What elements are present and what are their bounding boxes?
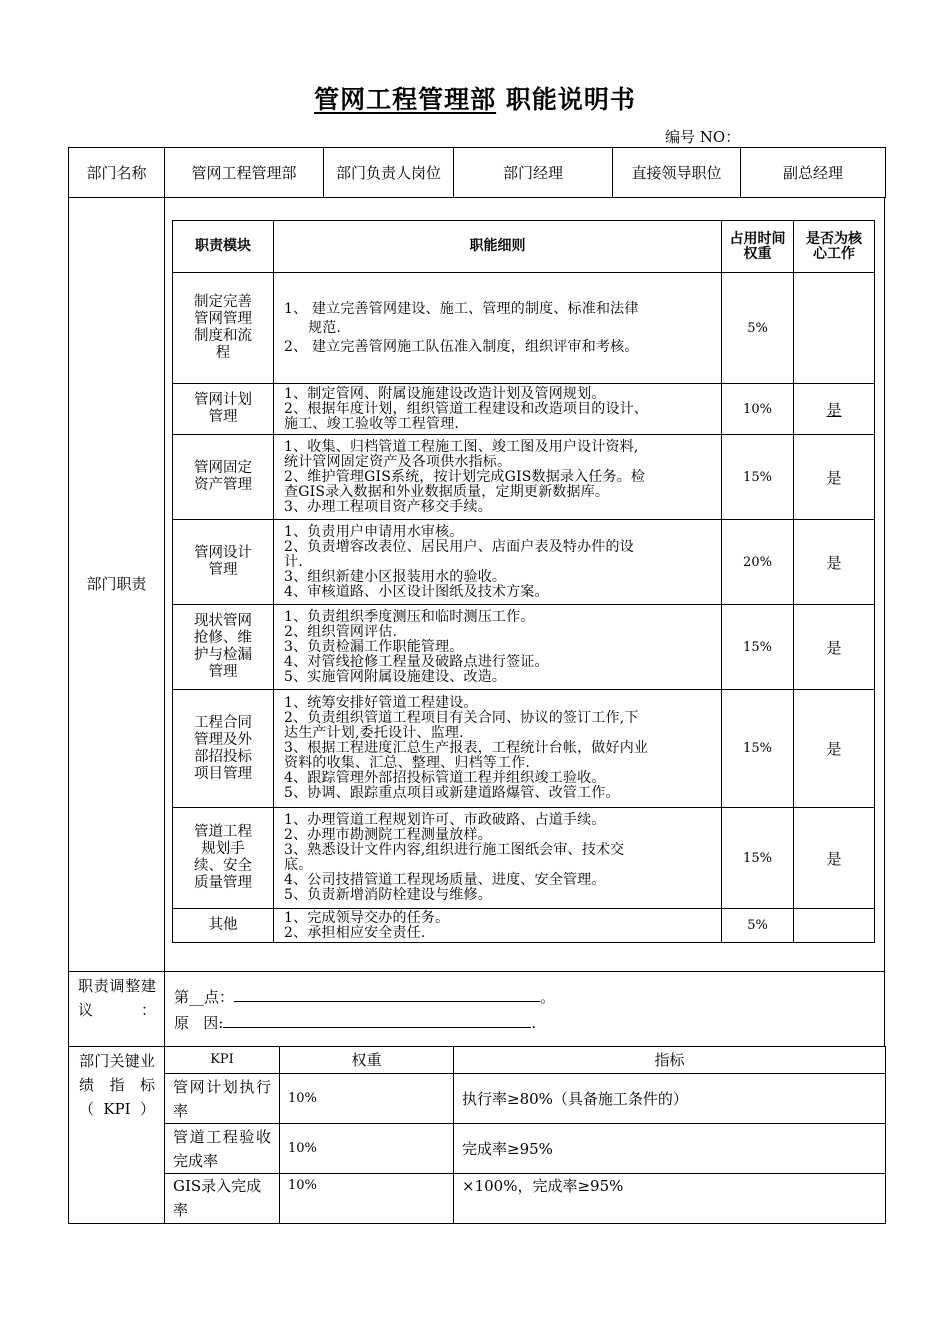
kpi-name-cell: [165, 1174, 280, 1224]
kpi-weight: 10%: [280, 1074, 454, 1124]
detail-line: 1、收集、归档管道工程施工图、竣工图及用户设计资料,: [284, 438, 639, 455]
duty-module: 现状管网抢修、维护与检漏管理: [173, 605, 274, 690]
dept-name-label: 部门名称: [69, 148, 165, 198]
detail-line: 5、负责新增消防栓建设与维修。: [284, 887, 492, 903]
detail-line: 规范.: [308, 319, 342, 336]
duty-module: 工程合同管理及外部招投标项目管理: [173, 690, 274, 808]
page-title: [0, 80, 950, 116]
kpi-target: ×100%，完成率≥95%: [454, 1174, 886, 1224]
col-core-header: 是否为核心工作: [794, 221, 875, 273]
detail-line: 施工、竣工验收等工程管理.: [284, 415, 460, 432]
duty-weight: 20%: [722, 520, 794, 605]
detail-line: 资料的收集、汇总、整理、归档等工作.: [284, 755, 531, 771]
duty-weight: 15%: [722, 435, 794, 520]
duty-table: [172, 220, 875, 943]
duty-module: 管网固定资产管理: [173, 435, 274, 520]
duty-module: 管网计划管理: [173, 384, 274, 435]
duty-weight: 10%: [722, 384, 794, 435]
detail-line: 2、办理市勘测院工程测量放样。: [284, 827, 492, 843]
adjust-line-1: [174, 986, 555, 1008]
duty-weight: 15%: [722, 605, 794, 690]
kpi-name: 管道工程验收完成率: [173, 1127, 271, 1170]
duty-core: 是: [794, 808, 875, 909]
duties-label: 部门职责: [86, 575, 147, 593]
duty-core: 是: [794, 435, 875, 520]
leader-label: 直接领导职位: [613, 148, 741, 198]
adjust-point-label: 第__点：: [174, 988, 235, 1006]
detail-line: 2、 建立完善管网施工队伍准入制度，组织评审和考核。: [284, 338, 639, 355]
kpi-table: [68, 1046, 886, 1224]
detail-line: 2、承担相应安全责任.: [284, 924, 426, 941]
adjust-point-end: 。: [540, 988, 556, 1006]
detail-line: 1、统筹安排好管道工程建设。: [284, 695, 478, 711]
duty-detail: [274, 384, 722, 435]
doc-number: 编号 NO：: [665, 128, 741, 146]
duty-core: [794, 909, 875, 943]
detail-line: 4、审核道路、小区设计图纸及技术方案。: [284, 583, 549, 600]
duty-detail: [274, 690, 722, 808]
kpi-weight: 10%: [280, 1174, 454, 1224]
adjust-label: [78, 974, 156, 1022]
kpi-weight: 10%: [280, 1124, 454, 1174]
adjust-block: [68, 971, 885, 1047]
dept-head-label: 部门负责人岗位: [324, 148, 454, 198]
adjust-reason-label: 原 因:: [174, 1014, 224, 1032]
detail-line: 2、负责组织管道工程项目有关合同、协议的签订工作,下: [284, 710, 639, 726]
duty-weight: 5%: [722, 273, 794, 384]
header-table: [68, 147, 886, 198]
detail-line: 1、完成领导交办的任务。: [284, 909, 450, 926]
duty-module: 其他: [173, 909, 274, 943]
adjust-line-2: [174, 1012, 536, 1034]
duty-module: 制定完善管网管理制度和流程: [173, 273, 274, 384]
detail-line: 1、办理管道工程规划许可、市政破路、占道手续。: [284, 812, 606, 828]
detail-line: 5、协调、跟踪重点项目或新建道路爆管、改管工作。: [284, 785, 620, 801]
kpi-name: GIS录入完成率: [173, 1177, 262, 1219]
duty-detail: [274, 808, 722, 909]
kpi-name-cell: [165, 1124, 280, 1174]
detail-line: 2、维护管理GIS系统，按计划完成GIS数据录入任务。检: [284, 468, 646, 485]
duty-core: [794, 273, 875, 384]
adjust-reason-input[interactable]: [223, 1013, 531, 1028]
detail-line: 3、负责检漏工作职能管理。: [284, 638, 464, 655]
adjust-reason-end: .: [531, 1014, 537, 1032]
detail-line: 1、负责用户申请用水审核。: [284, 523, 464, 540]
duty-core: 是: [826, 400, 842, 419]
kpi-target-header: 指标: [454, 1047, 886, 1074]
kpi-target: 执行率≥80%（具备施工条件的）: [454, 1074, 886, 1124]
kpi-label: 部门关键业绩指标（KPI）: [79, 1052, 155, 1118]
kpi-target: 完成率≥95%: [454, 1124, 886, 1174]
duty-core: 是: [794, 605, 875, 690]
detail-line: 3、熟悉设计文件内容,组织进行施工图纸会审、技术交: [284, 842, 625, 858]
duty-core: 是: [794, 520, 875, 605]
duty-detail: [274, 435, 722, 520]
duty-core-cell: [794, 384, 875, 435]
title-suffix: 职能说明书: [496, 85, 636, 114]
duty-detail: [274, 273, 722, 384]
kpi-col-header: KPI: [165, 1047, 280, 1074]
detail-line: 4、跟踪管理外部招投标管道工程并组织竣工验收。: [284, 770, 606, 786]
kpi-label-cell: [69, 1047, 165, 1224]
detail-line: 4、对管线抢修工程量及破路点进行签证。: [284, 653, 549, 670]
detail-line: 5、实施管网附属设施建设、改造。: [284, 668, 507, 685]
duty-weight: 15%: [722, 690, 794, 808]
kpi-name-cell: [165, 1074, 280, 1124]
detail-line: 4、公司技措管道工程现场质量、进度、安全管理。: [284, 872, 606, 888]
dept-name-value: 管网工程管理部: [165, 148, 324, 198]
detail-line: 2、组织管网评估.: [284, 623, 398, 640]
col-weight-header: 占用时间权重: [722, 221, 794, 273]
detail-line: 1、制定管网、附属设施建设改造计划及管网规划。: [284, 385, 606, 402]
dept-head-value: 部门经理: [454, 148, 613, 198]
detail-line: 2、根据年度计划，组织管道工程建设和改造项目的设计、: [284, 400, 649, 417]
duty-weight: 5%: [722, 909, 794, 943]
detail-line: 3、根据工程进度汇总生产报表，工程统计台帐，做好内业: [284, 740, 649, 756]
adjust-label-text: 职责调整建议：: [78, 977, 156, 1019]
adjust-point-input[interactable]: [234, 987, 540, 1002]
detail-line: 1、负责组织季度测压和临时测压工作。: [284, 608, 535, 625]
leader-value: 副总经理: [741, 148, 886, 198]
detail-line: 3、组织新建小区报装用水的验收。: [284, 568, 507, 585]
detail-line: 达生产计划,委托设计、监理.: [284, 725, 464, 741]
col-detail-header: 职能细则: [274, 221, 722, 273]
detail-line: 底。: [284, 857, 313, 873]
duty-module: 管道工程规划手续、安全质量管理: [173, 808, 274, 909]
detail-line: 查GIS录入数据和外业数据质量，定期更新数据库。: [284, 483, 610, 500]
kpi-name: 管网计划执行率: [173, 1077, 271, 1120]
detail-line: 1、 建立完善管网建设、施工、管理的制度、标准和法律: [284, 300, 639, 317]
duty-detail: [274, 605, 722, 690]
title-dept: 管网工程管理部: [314, 85, 497, 114]
duty-core: 是: [794, 690, 875, 808]
detail-line: 统计管网固定资产及各项供水指标。: [284, 453, 512, 470]
detail-line: 3、办理工程项目资产移交手续。: [284, 498, 492, 515]
kpi-weight-header: 权重: [280, 1047, 454, 1074]
duty-detail: [274, 520, 722, 605]
col-module-header: 职责模块: [173, 221, 274, 273]
detail-line: 计.: [284, 553, 303, 570]
duty-weight: 15%: [722, 808, 794, 909]
duty-module: 管网设计管理: [173, 520, 274, 605]
detail-line: 2、负责增容改表位、居民用户、店面户表及特办件的设: [284, 538, 634, 555]
duty-detail: [274, 909, 722, 943]
